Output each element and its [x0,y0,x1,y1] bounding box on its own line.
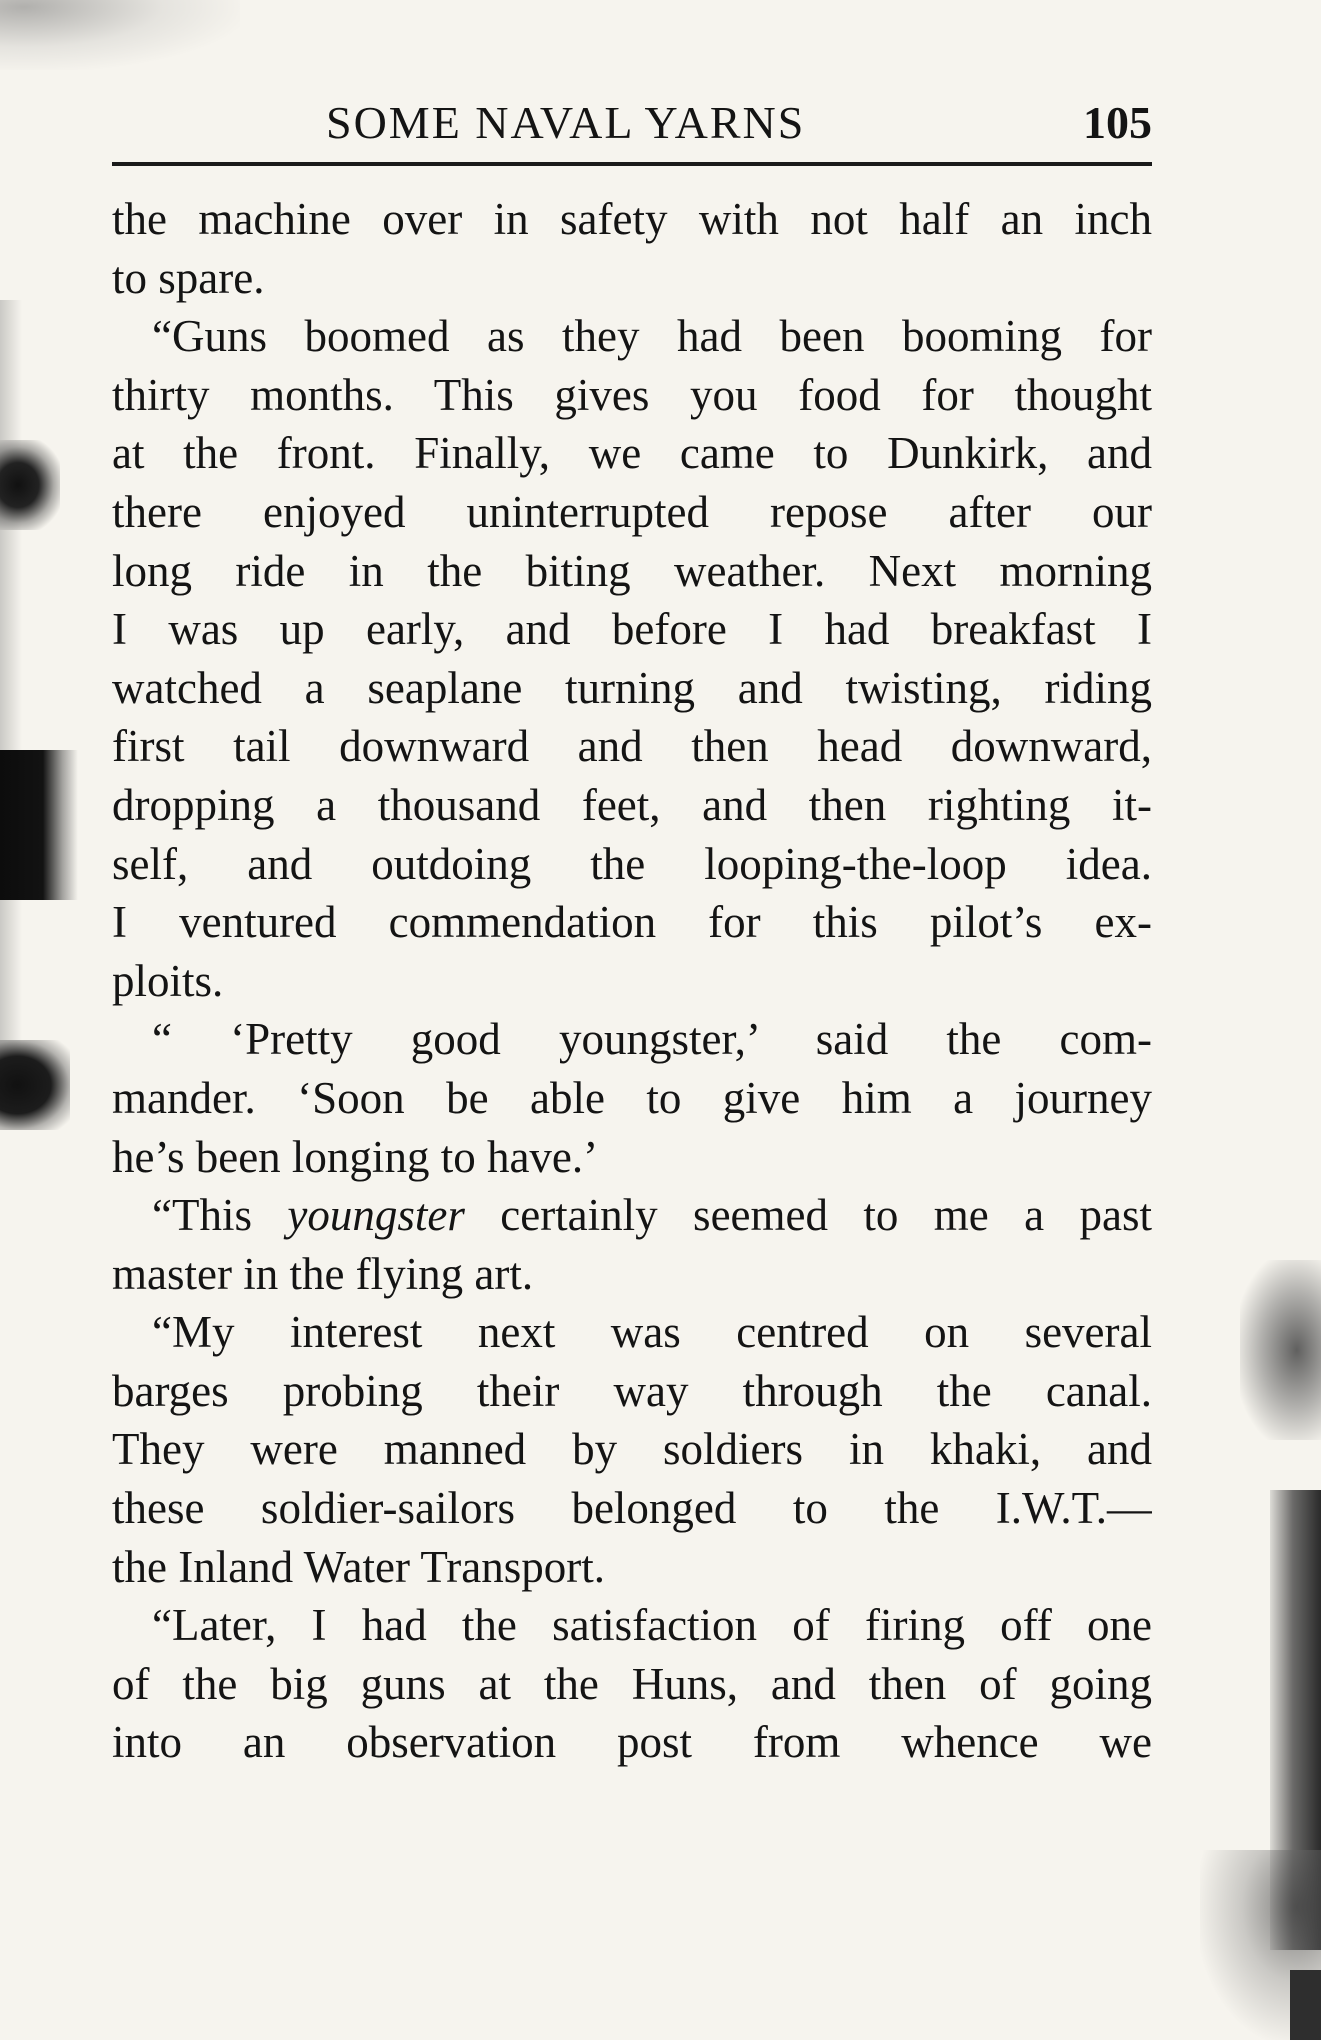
text-line: mander. ‘Soon be able to give him a journey [112,1072,1152,1123]
body-text [112,190,1152,1772]
scan-smudge [1290,1970,1321,2040]
text-line: he’s been longing to have.’ [112,1131,599,1182]
text-line: these soldier-sailors belonged to the I.W.T.— [112,1483,1152,1534]
text-line: self, and outdoing the looping-the-loop idea. [112,838,1152,889]
text-line: “My interest next was centred on several [152,1307,1152,1358]
header-rule [112,162,1152,166]
text-line: into an observation post from whence we [112,1717,1152,1768]
text-line: watched a seaplane turning and twisting, riding [112,662,1152,713]
scan-smudge [0,300,22,1100]
text-line: the Inland Water Transport. [112,1541,605,1592]
text-run: “This [152,1190,288,1241]
scan-smudge [0,1040,70,1130]
text-line: master in the flying art. [112,1248,534,1299]
scan-smudge [1240,1260,1321,1440]
text-line: to spare. [112,252,265,303]
page-number: 105 [1083,97,1152,148]
text-line: I was up early, and before I had breakfast I [112,604,1152,655]
text-line: I ventured commendation for this pilot’s ex- [112,897,1152,948]
text-line: long ride in the biting weather. Next morning [112,545,1152,596]
text-line: dropping a thousand feet, and then righting it- [112,779,1152,830]
text-run: certainly seemed to me a past [464,1190,1152,1241]
text-line: “ ‘Pretty good youngster,’ said the com- [152,1014,1152,1065]
text-line: barges probing their way through the canal. [112,1365,1152,1416]
scan-smudge [0,750,78,900]
text-line: They were manned by soldiers in khaki, and [112,1424,1152,1475]
text-line: there enjoyed uninterrupted repose after our [112,486,1152,537]
text-line: thirty months. This gives you food for thought [112,369,1152,420]
italic-word: youngster [287,1190,465,1241]
text-line: first tail downward and then head downward, [112,721,1152,772]
text-line: “Later, I had the satisfaction of firing off one [152,1600,1152,1651]
page-header [112,92,1152,156]
text-line [112,1186,1152,1245]
text-line: at the front. Finally, we came to Dunkirk, and [112,428,1152,479]
text-line: ploits. [112,955,224,1006]
scan-smudge [0,440,60,530]
running-head: SOME NAVAL YARNS [326,97,806,148]
text-line: the machine over in safety with not half an inch [112,194,1152,244]
scan-smudge [0,0,240,70]
text-line: “Guns boomed as they had been booming for [152,311,1152,362]
text-line: of the big guns at the Huns, and then of going [112,1658,1152,1709]
